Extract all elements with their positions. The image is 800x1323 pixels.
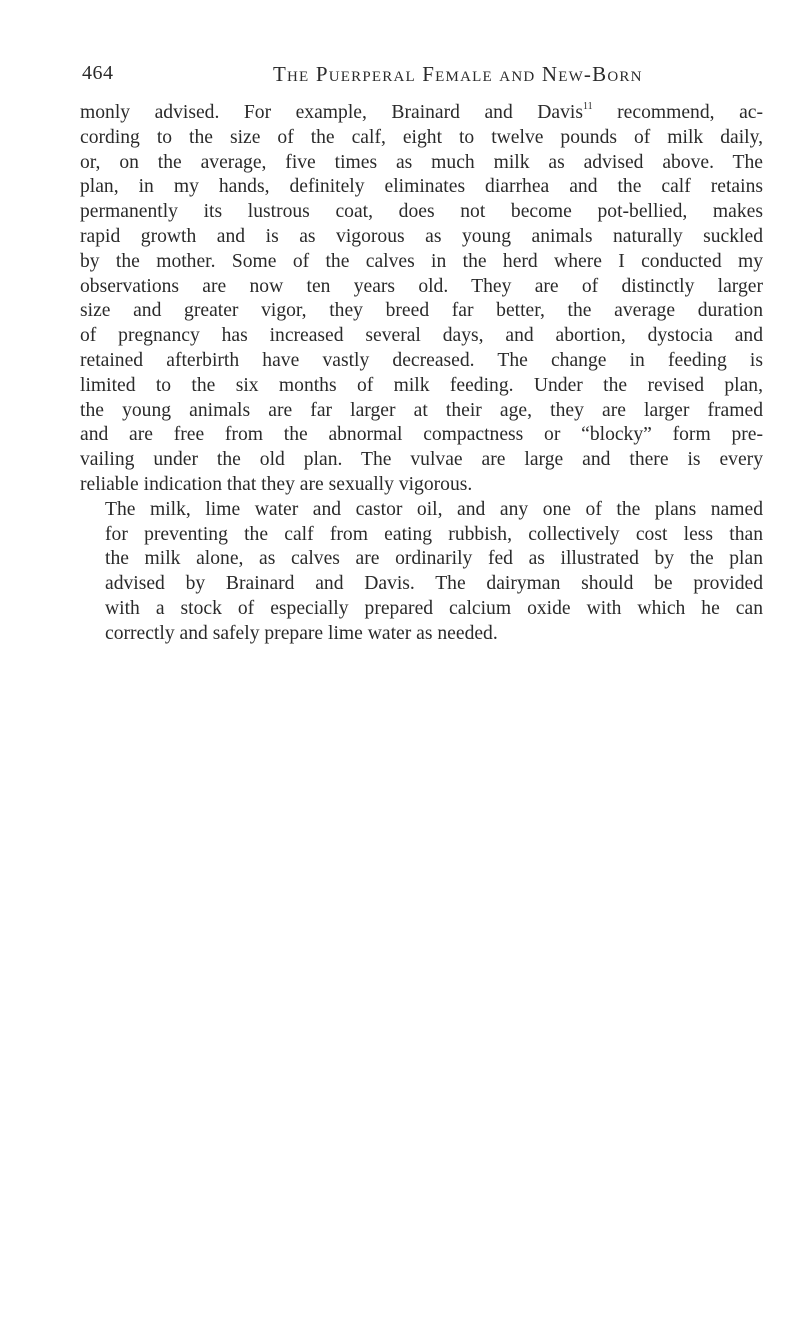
text-line: the young animals are far larger at their age, they are larger framed xyxy=(80,399,763,421)
paragraph-2 xyxy=(80,498,763,647)
text-line: vailing under the old plan. The vulvae are large and there is every xyxy=(80,449,763,471)
text-line: by the mother. Some of the calves in the herd where I conducted my xyxy=(80,250,763,272)
text-line: observations are now ten years old. They are of distinctly larger xyxy=(80,275,763,297)
text-line: of pregnancy has increased several days, and abortion, dystocia and xyxy=(80,325,763,347)
text-line: The milk, lime water and castor oil, and any one of the plans named xyxy=(105,498,763,520)
page-number: 464 xyxy=(82,62,114,84)
text-segment: recommend, ac- xyxy=(592,102,763,123)
running-head xyxy=(80,62,760,92)
text-segment: monly advised. For example, Brainard and Davis xyxy=(80,102,583,123)
text-line xyxy=(80,101,763,126)
text-line: correctly and safely prepare lime water as needed. xyxy=(105,622,498,644)
text-line: rapid growth and is as vigorous as young animals naturally suckled xyxy=(80,225,763,247)
text-line: and are free from the abnormal compactness or “blocky” form pre- xyxy=(80,424,763,446)
text-line: the milk alone, as calves are ordinarily fed as illustrated by the plan xyxy=(105,548,763,570)
text-line: plan, in my hands, definitely eliminates diarrhea and the calf retains xyxy=(80,176,763,198)
text-line: size and greater vigor, they breed far better, the average duration xyxy=(80,300,763,322)
body-text xyxy=(80,101,763,647)
text-line: with a stock of especially prepared calcium oxide with which he can xyxy=(105,597,763,619)
running-head-title: The Puerperal Female and New-Born xyxy=(273,62,643,86)
text-line: or, on the average, five times as much milk as advised above. The xyxy=(80,151,763,173)
text-line: for preventing the calf from eating rubbish, collectively cost less than xyxy=(105,523,763,545)
footnote-reference: 11 xyxy=(583,101,593,112)
text-line: limited to the six months of milk feeding. Under the revised plan, xyxy=(80,374,763,396)
paragraph-1 xyxy=(80,101,763,498)
text-line: retained afterbirth have vastly decreased. The change in feeding is xyxy=(80,349,763,371)
text-line: advised by Brainard and Davis. The dairyman should be provided xyxy=(105,573,763,595)
text-line: permanently its lustrous coat, does not become pot-bellied, makes xyxy=(80,201,763,223)
text-line: reliable indication that they are sexually vigorous. xyxy=(80,473,473,495)
text-line: cording to the size of the calf, eight to twelve pounds of milk daily, xyxy=(80,126,763,148)
